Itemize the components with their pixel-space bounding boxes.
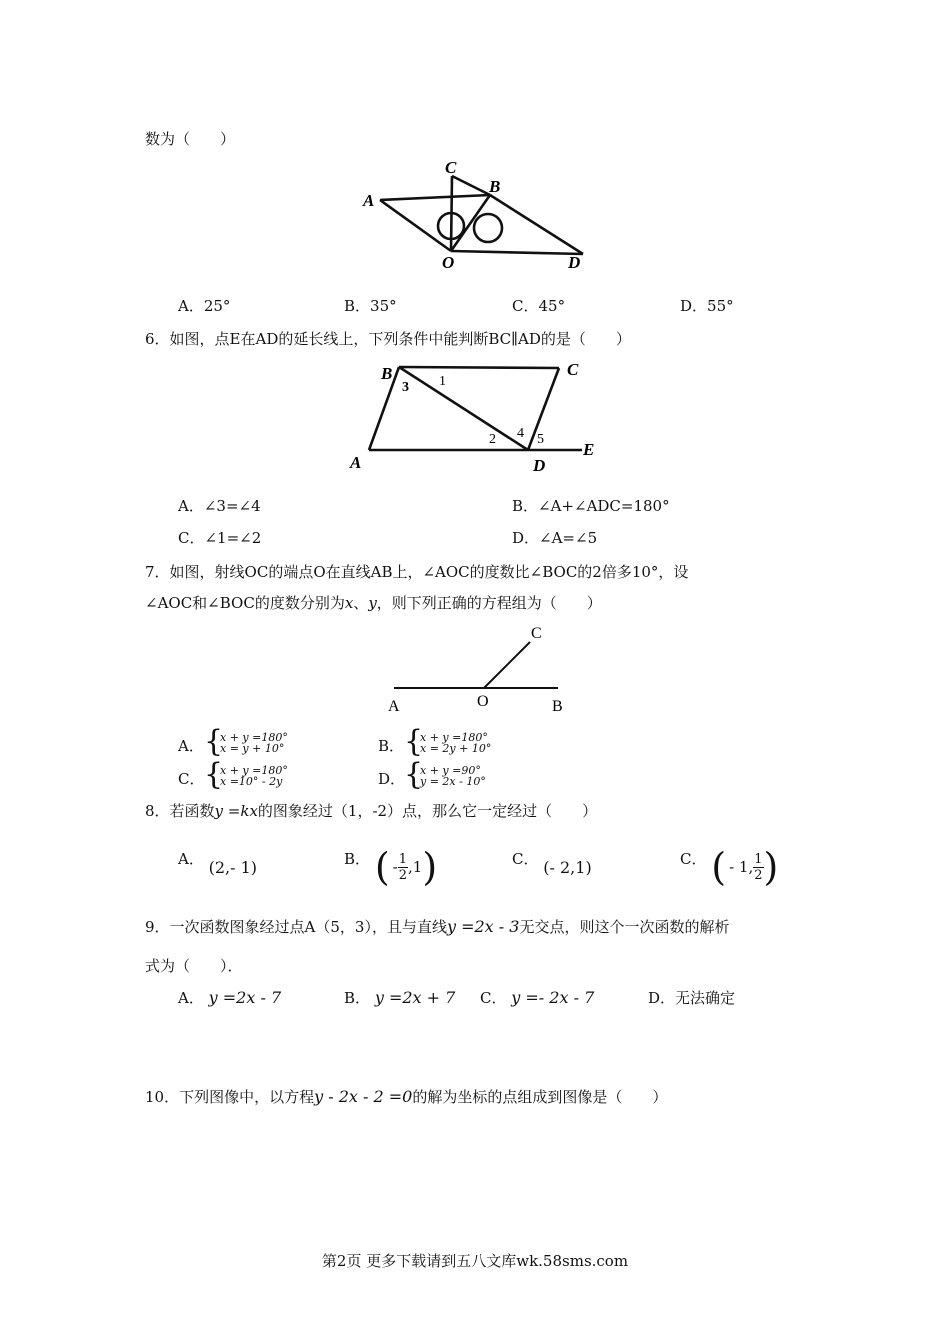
- q5-option-b[interactable]: B．35°: [344, 297, 397, 315]
- q9-stem-line2: 式为（ ）．: [145, 957, 243, 975]
- q6-option-d[interactable]: D．∠A=∠5: [512, 529, 598, 547]
- q5-option-d[interactable]: D．55°: [680, 297, 734, 315]
- q9-option-a[interactable]: A． y =2x - 7: [178, 988, 282, 1007]
- q8-option-c[interactable]: C． (- 2,1): [512, 850, 592, 877]
- q7-option-b-eq1: x + y =180°: [420, 731, 488, 744]
- q6-label-a: A: [350, 453, 362, 472]
- q8-option-b-fraction: $\frac{1}{2}$: [398, 851, 407, 883]
- q6-label-d: D: [533, 456, 546, 475]
- q7-option-c[interactable]: C． { x + y =180° x =10° - 2y: [178, 757, 288, 792]
- q5-label-b: B: [489, 177, 501, 196]
- q8-option-d-fraction: $\frac{1}{2}$: [754, 851, 763, 883]
- q7-label-o: O: [477, 693, 489, 710]
- q6-angle-4: 4: [517, 426, 524, 441]
- q7-option-d-eq1: x + y =90°: [420, 764, 481, 777]
- q7-option-c-eq1: x + y =180°: [220, 764, 288, 777]
- q7-ray-oc: [484, 642, 530, 688]
- q6-line-bd: [399, 367, 528, 450]
- q9-option-d[interactable]: D．无法确定: [648, 989, 736, 1007]
- q5-line-cb: [452, 176, 490, 195]
- q5-line-od: [451, 251, 583, 254]
- q8-stem: 8．若函数y =kx的图象经过（1，-2）点，那么它一定经过（ ）: [145, 802, 598, 820]
- q6-angle-5: 5: [537, 432, 544, 447]
- q7-option-a-eq2: x = y + 10°: [220, 742, 285, 755]
- q5-option-c[interactable]: C．45°: [512, 297, 566, 315]
- q5-label-c: C: [445, 158, 457, 177]
- q7-label-a: A: [388, 698, 400, 715]
- q7-option-a-eq1: x + y =180°: [220, 731, 288, 744]
- q8-option-c-point: (- 2,1): [543, 858, 592, 877]
- q6-angle-3: 3: [402, 380, 409, 395]
- q6-angle-1: 1: [439, 374, 446, 389]
- q5-label-d: D: [568, 253, 581, 270]
- q6-option-b[interactable]: B．∠A+∠ADC=180°: [512, 497, 670, 515]
- q6-angle-2: 2: [489, 432, 496, 447]
- q6-option-c[interactable]: C．∠1=∠2: [178, 529, 262, 547]
- q5-stem-tail: 数为（ ）: [145, 130, 236, 148]
- q6-figure: [345, 355, 610, 477]
- q5-line-ab: [380, 195, 490, 200]
- q7-option-d-brace: {: [404, 757, 424, 792]
- q5-line-bd: [490, 195, 583, 254]
- q7-option-b-brace: {: [404, 724, 424, 759]
- q10-stem: 10．下列图像中，以方程y - 2x - 2 =0的解为坐标的点组成到图像是（ ）: [145, 1087, 668, 1106]
- q6-line-bc: [399, 367, 559, 368]
- q8-option-a[interactable]: A． (2,- 1): [178, 850, 258, 877]
- q5-circle-right: [474, 214, 502, 242]
- q7-option-c-eq2: x =10° - 2y: [220, 775, 283, 788]
- q7-option-c-brace: {: [204, 757, 224, 792]
- q7-option-d-eq2: y = 2x - 10°: [420, 775, 486, 788]
- q6-option-a[interactable]: A．∠3=∠4: [178, 497, 261, 515]
- q7-option-a-brace: {: [204, 724, 224, 759]
- q7-option-d[interactable]: D． { x + y =90° y = 2x - 10°: [378, 757, 486, 792]
- q9-stem-line1: 9．一次函数图象经过点A（5，3），且与直线y =2x - 3无交点，则这个一次函数的解析: [145, 917, 730, 936]
- q5-label-o: O: [442, 253, 455, 270]
- q8-option-a-point: (2,- 1): [208, 858, 258, 877]
- q7-label-b: B: [552, 698, 563, 715]
- q6-label-b: B: [381, 364, 393, 383]
- page-footer: 第2页 更多下载请到五八文库wk.58sms.com: [321, 1252, 629, 1270]
- q5-label-a: A: [363, 191, 375, 210]
- q5-figure: [355, 158, 595, 270]
- q9-option-c[interactable]: C． y =- 2x - 7: [480, 988, 595, 1007]
- q8-option-b[interactable]: B． ( - $\frac{1}{2}$ ,1): [344, 845, 438, 889]
- q7-figure: [380, 618, 580, 718]
- q7-stem-line1: 7．如图，射线OC的端点O在直线AB上，∠AOC的度数比∠BOC的2倍多10°，设: [145, 563, 689, 581]
- q5-option-a[interactable]: A．25°: [178, 297, 231, 315]
- q6-stem: 6．如图，点E在AD的延长线上，下列条件中能判断BC∥AD的是（ ）: [145, 330, 631, 348]
- q7-label-c: C: [531, 625, 542, 642]
- q9-option-b[interactable]: B． y =2x + 7: [344, 988, 456, 1007]
- q7-option-a[interactable]: A． { x + y =180° x = y + 10°: [178, 724, 288, 759]
- q6-label-e: E: [583, 440, 595, 459]
- q7-option-b-eq2: x = 2y + 10°: [420, 742, 492, 755]
- q5-line-ao: [380, 200, 451, 251]
- q8-option-d[interactable]: C． ( - 1, $\frac{1}{2}$ ): [680, 845, 779, 889]
- q7-stem-line2: ∠AOC和∠BOC的度数分别为x、y，则下列正确的方程组为（ ）: [145, 594, 602, 612]
- q7-option-b[interactable]: B． { x + y =180° x = 2y + 10°: [378, 724, 492, 759]
- q6-label-c: C: [567, 360, 579, 379]
